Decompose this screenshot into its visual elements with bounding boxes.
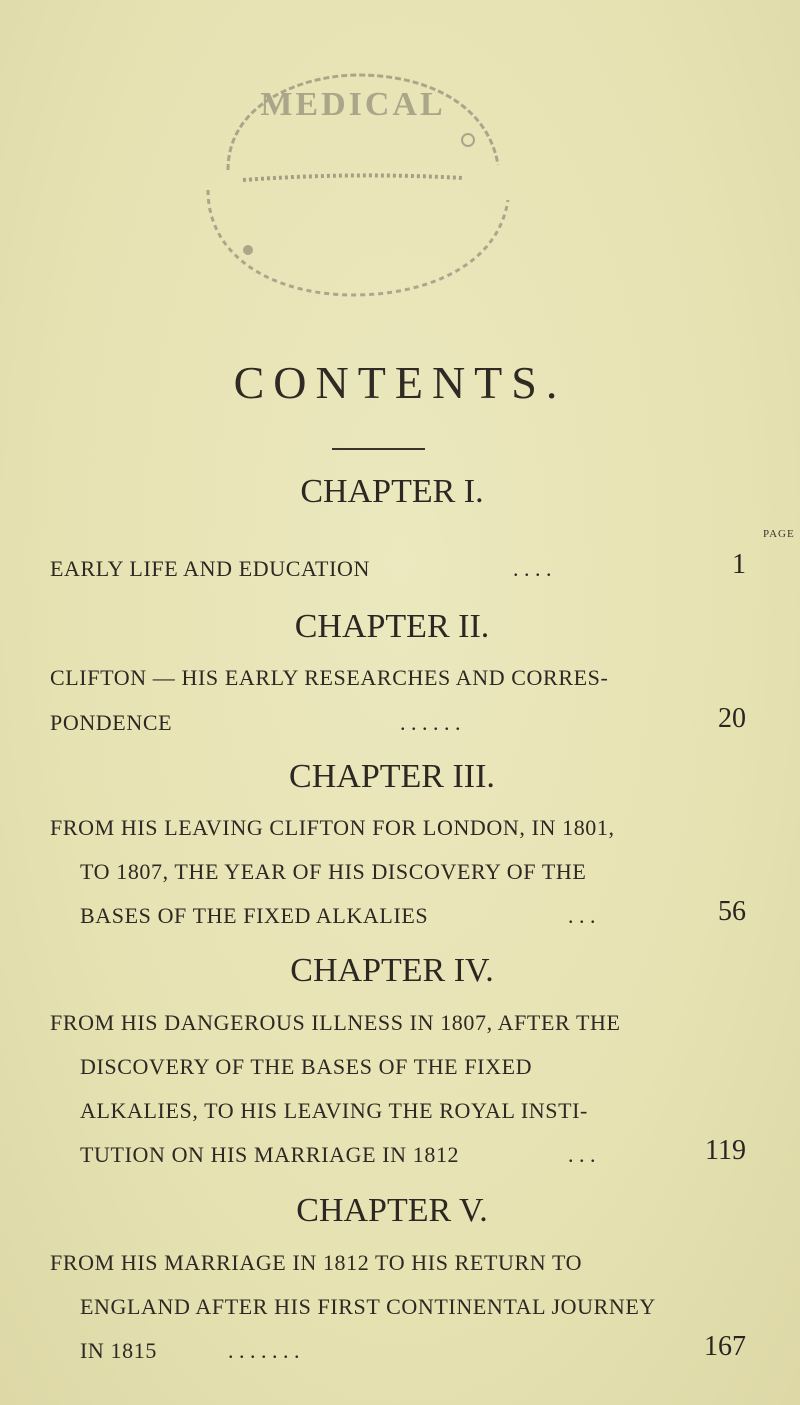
chapter-2-heading: CHAPTER II.: [294, 608, 490, 645]
chapter-4-title-line-4: TUTION ON HIS MARRIAGE IN 1812: [80, 1142, 460, 1167]
chapter-2-title-line-2: PONDENCE: [50, 710, 173, 735]
chapter-5-heading: CHAPTER V.: [296, 1192, 488, 1229]
title-rule: [332, 448, 425, 450]
page-column-label: PAGE: [763, 528, 795, 540]
chapter-4-title-line-3: ALKALIES, TO HIS LEAVING THE ROYAL INSTI-: [80, 1098, 588, 1123]
chapter-2-page[interactable]: 20: [718, 703, 746, 734]
chapter-4-title-line-2: DISCOVERY OF THE BASES OF THE FIXED: [80, 1054, 533, 1079]
chapter-3-page[interactable]: 56: [718, 896, 746, 927]
chapter-3-heading: CHAPTER III.: [289, 758, 495, 795]
chapter-5-title-line-1: FROM HIS MARRIAGE IN 1812 TO HIS RETURN TO: [50, 1250, 583, 1275]
chapter-4-title-line-1: FROM HIS DANGEROUS ILLNESS IN 1807, AFTER THE: [50, 1010, 621, 1035]
chapter-3-title-line-2: TO 1807, THE YEAR OF HIS DISCOVERY OF THE: [80, 859, 587, 884]
chapter-2-title-line-1: CLIFTON — HIS EARLY RESEARCHES AND CORRES-: [50, 665, 609, 690]
chapter-5-leader: . . . . . . .: [228, 1338, 300, 1363]
stamp-label: MEDICAL: [260, 86, 446, 123]
chapter-3-title-line-1: FROM HIS LEAVING CLIFTON FOR LONDON, IN 1801,: [50, 815, 615, 840]
chapter-5-page[interactable]: 167: [704, 1331, 746, 1362]
chapter-1-page[interactable]: 1: [732, 549, 746, 580]
chapter-4-heading: CHAPTER IV.: [290, 952, 494, 989]
chapter-1-leader: . . . .: [513, 556, 552, 581]
contents-title: CONTENTS.: [233, 357, 567, 408]
chapter-4-leader: . . .: [568, 1142, 596, 1167]
chapter-2-leader: . . . . . .: [400, 710, 461, 735]
chapter-5-title-line-3: IN 1815: [80, 1338, 157, 1363]
chapter-1-title: EARLY LIFE AND EDUCATION: [50, 556, 370, 581]
chapter-4-page[interactable]: 119: [705, 1135, 746, 1166]
chapter-1-heading: CHAPTER I.: [300, 473, 484, 510]
library-stamp: [168, 60, 538, 310]
chapter-3-title-line-3: BASES OF THE FIXED ALKALIES: [80, 903, 429, 928]
chapter-5-title-line-2: ENGLAND AFTER HIS FIRST CONTINENTAL JOURNEY: [80, 1294, 656, 1319]
chapter-3-leader: . . .: [568, 903, 596, 928]
